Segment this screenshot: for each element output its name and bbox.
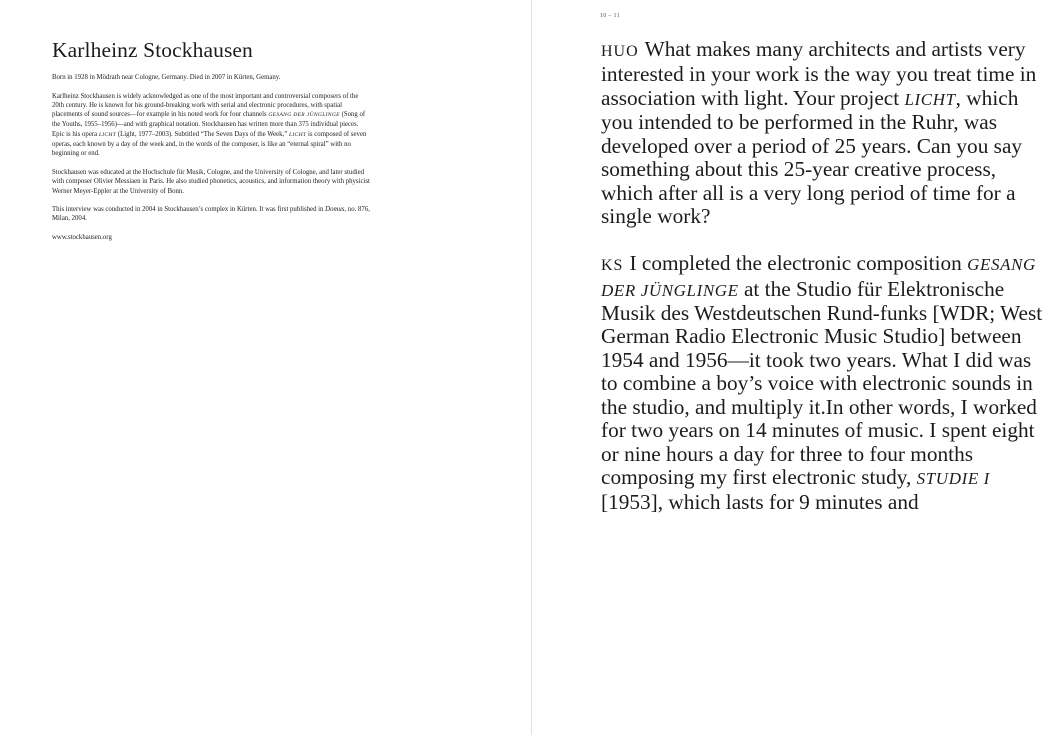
- bio-paragraph-education: Stockhausen was educated at the Hochschule für Musik, Cologne, and the University of Cologne, and later studied with composer Olivier Messiaen in Paris. He also studied phonetics, acoustics, and information theory with physicist Werner Meyer-Eppler at the University of Bonn.: [52, 168, 370, 195]
- right-page: [532, 0, 1059, 735]
- publication-title: Domus: [325, 206, 345, 214]
- page-title: Karlheinz Stockhausen: [52, 38, 253, 62]
- answer-text: at the Studio für Elektronische Musik des Westdeutschen Rund-funks [WDR; West German Radio Electronic Music Studio] between 1954 and 1956—it took two years. What I did was to combine a boy’s voice with electronic sounds in the studio, and multiply it.In other words, I worked for two years on 14 minutes of music. I spent eight or nine hours a day for three to four months composing my first electronic study,: [601, 276, 1043, 490]
- bio-text: Karlheinz Stockhausen is widely acknowledged as one of the most important and controversial composers of the 20th century. He is known for his ground-breaking work with serial and electronic procedures, with spatial placements of sound sources—for example in his noted work for four channels: [52, 92, 359, 119]
- work-title: LICHT: [288, 131, 307, 138]
- work-title: GESANG DER JÜNGLINGE: [268, 112, 340, 119]
- biography: [52, 73, 370, 252]
- answer-text: I completed the electronic composition: [629, 251, 968, 276]
- bio-text: (Light, 1977–2003). Subtitled “The Seven Days of the Week,”: [116, 130, 289, 138]
- bio-paragraph-source: [52, 205, 370, 224]
- speaker-label: KS: [601, 257, 624, 275]
- interview-text: [601, 38, 1051, 514]
- answer-text: [1953], which lasts for 9 minutes and: [601, 489, 919, 514]
- question-text: What makes many architects and artists very interested in your work is the way you treat time in association with light. Your project: [601, 37, 1037, 110]
- bio-text: (Song of the Youths, 1955–1956)—and with graphical notation. Stockhausen has written more than 375 individual pieces. Epic is his opera: [52, 111, 366, 138]
- speaker-label: HUO: [601, 43, 639, 60]
- bio-text: is composed of seven operas, each known by a day of the week and, in the words of the composer, is like an “eternal spiral” with no beginning or end.: [52, 130, 367, 158]
- page-numbers: 10 – 11: [600, 13, 620, 19]
- interview-question: [601, 38, 1051, 229]
- work-title: GESANG DER JÜNGLINGE: [601, 255, 1036, 300]
- interview-answer: [601, 252, 1051, 514]
- work-title: LICHT: [904, 89, 956, 109]
- website-link[interactable]: www.stockhausen.org: [52, 234, 112, 242]
- work-title: LICHT: [98, 131, 117, 138]
- bio-paragraph-overview: [52, 92, 370, 159]
- bio-text: This interview was conducted in 2004 in Stockhausen’s complex in Kürten. It was first published in: [52, 206, 326, 214]
- question-text: , which you intended to be performed in the Ruhr, was developed over a period of 25 years. Can you say something about this 25-year creative process, which after all is a very long period of time for a single work?: [601, 85, 1023, 229]
- bio-text: , no. 876, Milan, 2004.: [52, 206, 370, 223]
- work-title: STUDIE I: [916, 469, 990, 489]
- bio-paragraph-birth: Born in 1928 in Mödrath near Cologne, Germany. Died in 2007 in Kürten, Gemany.: [52, 74, 281, 81]
